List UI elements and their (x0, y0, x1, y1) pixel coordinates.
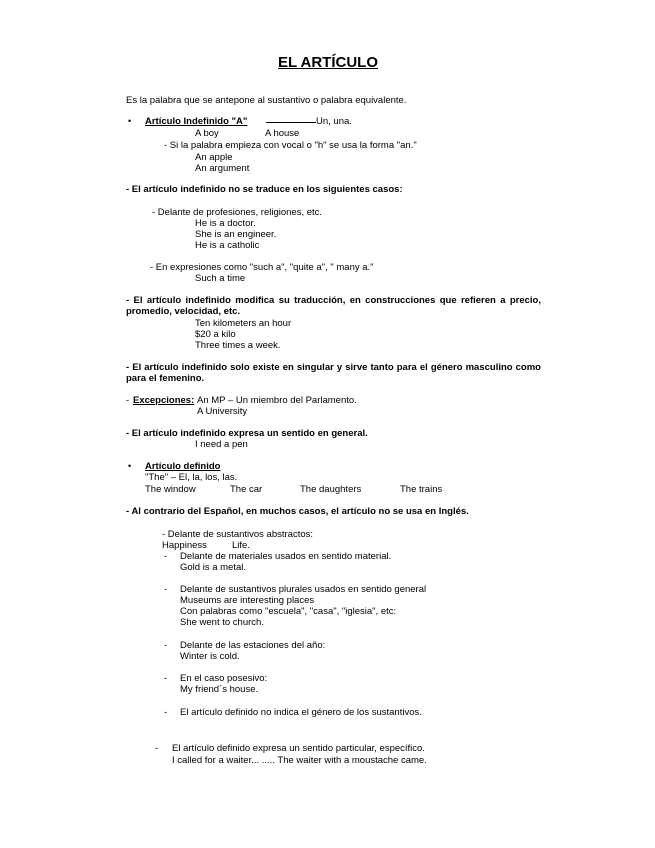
example-text: Life. (232, 540, 250, 551)
definite-meaning: "The" – El, la, los, las. (145, 472, 238, 483)
example-text: The car (230, 484, 263, 495)
intro-text: Es la palabra que se antepone al sustantivo o palabra equivalente. (126, 95, 407, 106)
indefinite-heading: Artículo Indefinido "A" (145, 116, 248, 127)
subpoint: - Delante de profesiones, religiones, etc. (152, 207, 323, 218)
example-text: $20 a kilo (195, 329, 236, 340)
definite-heading: Artículo definido (145, 461, 221, 472)
indefinite-meaning: Un, una. (316, 116, 352, 127)
dash-marker: - (155, 743, 159, 754)
list-item-text: Delante de sustantivos plurales usados en sentido general (180, 584, 427, 595)
dash-marker: - (164, 551, 168, 562)
subpoint: - Delante de sustantivos abstractos: (162, 529, 314, 540)
dash-marker: - (164, 640, 168, 651)
example-text: Gold is a metal. (180, 562, 246, 573)
example-text: He is a doctor. (195, 218, 256, 229)
example-text: Three times a week. (195, 340, 281, 351)
list-item-text: El artículo definido expresa un sentido particular, específico. (172, 743, 425, 754)
example-text: She went to church. (180, 617, 264, 628)
dash-marker: - (164, 707, 168, 718)
list-item-text: El artículo definido no indica el género de los sustantivos. (180, 707, 422, 718)
list-item-text: En el caso posesivo: (180, 673, 268, 684)
example-text: A boy (195, 128, 219, 139)
section-heading: - El artículo indefinido no se traduce en los siguientes casos: (126, 184, 403, 195)
bullet-icon: • (128, 461, 132, 471)
dash-marker: - (126, 395, 130, 406)
example-text: The daughters (300, 484, 362, 495)
section-heading: - El artículo indefinido expresa un sentido en general. (126, 428, 368, 439)
section-heading: - Al contrario del Español, en muchos casos, el artículo no se usa en Inglés. (126, 506, 469, 517)
example-text: Winter is cold. (180, 651, 240, 662)
example-text: The trains (400, 484, 443, 495)
dash-marker: - (164, 673, 168, 684)
example-text: Ten kilometers an hour (195, 318, 292, 329)
example-text: An argument (195, 163, 250, 174)
dash-marker: - (164, 584, 168, 595)
page-title: EL ARTÍCULO (278, 54, 378, 71)
example-text: He is a catholic (195, 240, 260, 251)
example-text: She is an engineer. (195, 229, 277, 240)
example-text: I called for a waiter... ..... The waiter with a moustache came. (172, 755, 427, 766)
example-text: I need a pen (195, 439, 248, 450)
example-text: A house (265, 128, 300, 139)
vowel-rule: - Si la palabra empieza con vocal o "h" se usa la forma "an." (164, 140, 417, 151)
section-heading: - El artículo indefinido modifica su traducción, en construcciones que refieren a precio, promedio, velocidad, etc. (126, 295, 541, 317)
exceptions-text: An MP – Un miembro del Parlamento. (197, 395, 357, 406)
example-text: Museums are interesting places (180, 595, 315, 606)
list-item-text: Delante de materiales usados en sentido material. (180, 551, 392, 562)
subpoint: - En expresiones como "such a", "quite a", " many a." (150, 262, 374, 273)
connector-line (266, 122, 316, 123)
example-text: An apple (195, 152, 233, 163)
exceptions-label: Excepciones: (133, 395, 195, 406)
list-item-text: Delante de las estaciones del año: (180, 640, 326, 651)
list-item-text: Con palabras como "escuela", "casa", "iglesia", etc: (180, 606, 397, 617)
example-text: Such a time (195, 273, 246, 284)
example-text: Happiness (162, 540, 207, 551)
section-heading: - El artículo indefinido solo existe en singular y sirve tanto para el género masculino como para el femenino. (126, 362, 541, 384)
bullet-icon: • (128, 116, 132, 126)
example-text: The window (145, 484, 196, 495)
example-text: A University (197, 406, 248, 417)
example-text: My friend´s house. (180, 684, 259, 695)
